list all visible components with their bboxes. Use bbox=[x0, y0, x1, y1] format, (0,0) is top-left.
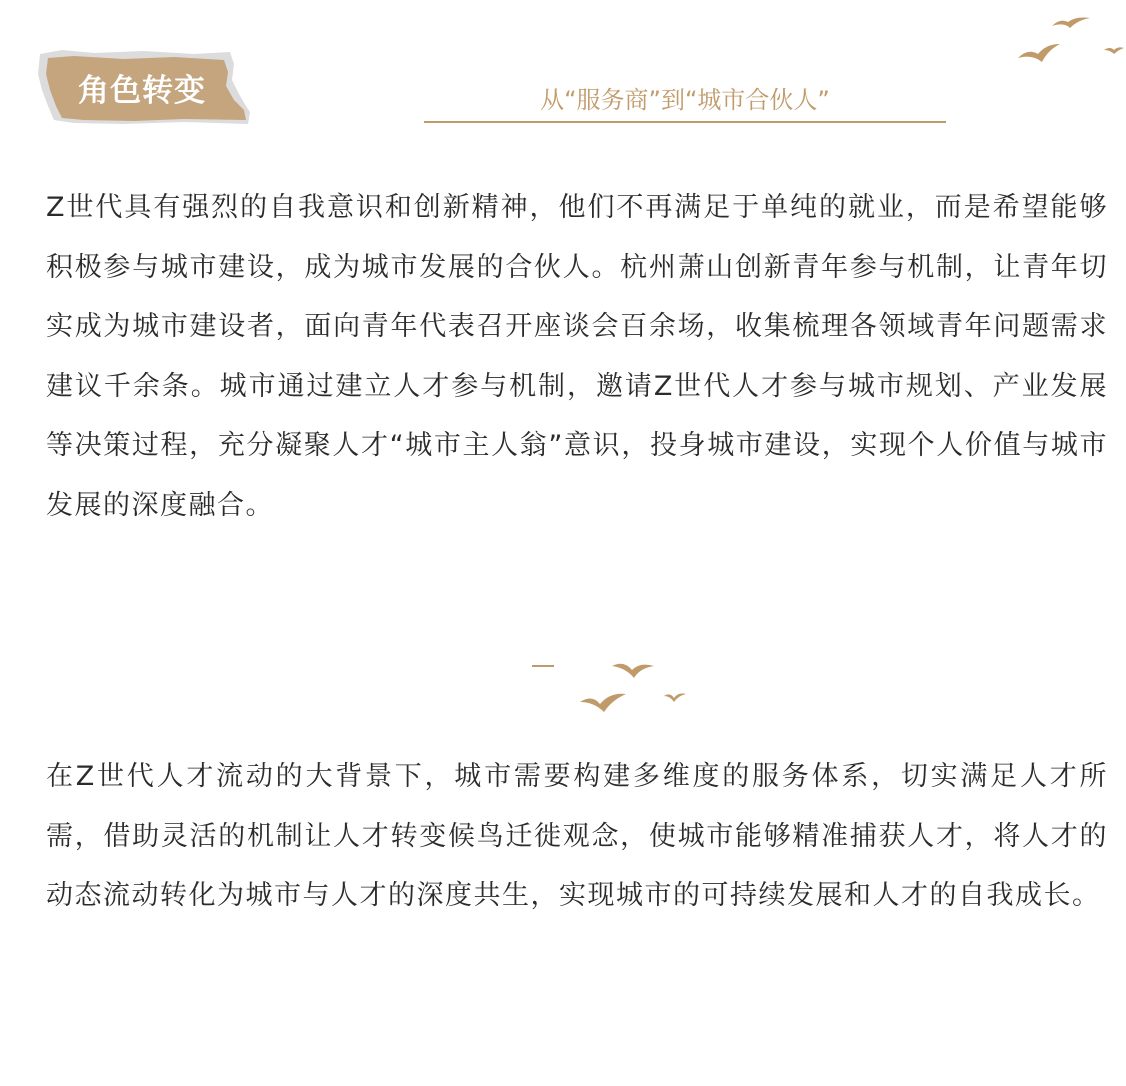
flying-birds-icon bbox=[1010, 10, 1126, 76]
section-badge bbox=[34, 50, 250, 124]
paragraph: 在Z世代人才流动的大背景下，城市需要构建多维度的服务体系，切实满足人才所需，借助灵活的机制让人才转变候鸟迁徙观念，使城市能够精准捕获人才，将人才的动态流动转化为城市与人才的深度共生，实现城市的可持续发展和人才的自我成长。 bbox=[46, 761, 1108, 912]
flying-birds-icon bbox=[528, 656, 688, 724]
paragraph: Z世代具有强烈的自我意识和创新精神，他们不再满足于单纯的就业，而是希望能够积极参与城市建设，成为城市发展的合伙人。杭州萧山创新青年参与机制，让青年切实成为城市建设者，面向青年代表召开座谈会百余场，收集梳理各领域青年问题需求建议千余条。城市通过建立人才参与机制，邀请Z世代人才参与城市规划、产业发展等决策过程，充分凝聚人才“城市主人翁”意识，投身城市建设，实现个人价值与城市发展的深度融合。 bbox=[46, 192, 1108, 521]
subtitle-divider bbox=[424, 121, 946, 123]
section-subtitle: 从“服务商”到“城市合伙人” bbox=[540, 86, 830, 114]
badge-label: 角色转变 bbox=[78, 73, 206, 109]
